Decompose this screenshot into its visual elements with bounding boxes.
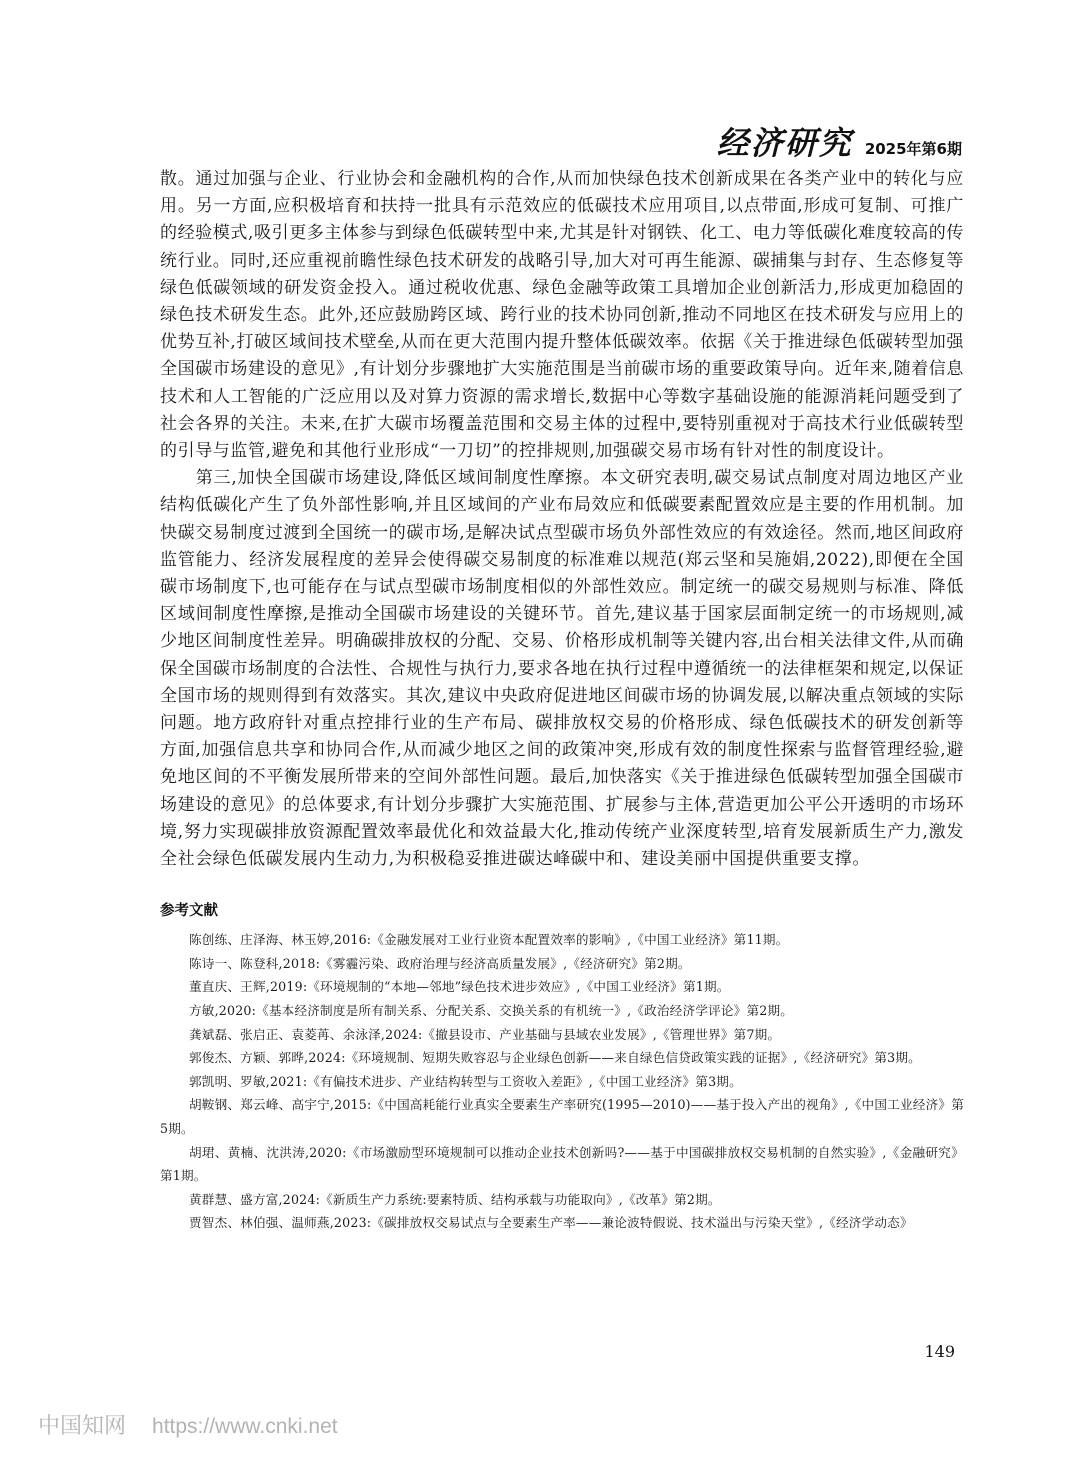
reference-item: 龚斌磊、张启正、袁菱苒、余泳泽,2024:《撤县设市、产业基础与县域农业发展》,《管理世界》第7期。 (189, 1026, 781, 1042)
body-paragraph-2: 第三,加快全国碳市场建设,降低区域间制度性摩擦。本文研究表明,碳交易试点制度对周边地区产业结构低碳化产生了负外部性影响,并且区域间的产业布局效应和低碳要素配置效应是主要的作用机制。加快碳交易制度过渡到全国统一的碳市场,是解决试点型碳市场负外部性效应的有效途径。然而,地区间政府监管能力、经济发展程度的差异会使得碳交易制度的标准难以规范(郑云坚和吴施娟,2022),即便在全国碳市场制度下,也可能存在与试点型碳市场制度相似的外部性效应。制定统一的碳交易规则与标准、降低区域间制度性摩擦,是推动全国碳市场建设的关键环节。首先,建议基于国家层面制定统一的市场规则,减少地区间制度性差异。明确碳排放权的分配、交易、价格形成机制等关键内容,出台相关法律文件,从而确保全国碳市场制度的合法性、合规性与执行力,要求各地在执行过程中遵循统一的法律框架和规定,以保证全国市场的规则得到有效落实。其次,建议中央政府促进地区间碳市场的协调发展,以解决重点领域的实际问题。地方政府针对重点控排行业的生产布局、碳排放权交易的价格形成、绿色低碳技术的研发创新等方面,加强信息共享和协同合作,从而减少地区之间的政策冲突,形成有效的制度性探索与监督管理经验,避免地区间的不平衡发展所带来的空间外部性问题。最后,加快落实《关于推进绿色低碳转型加强全国碳市场建设的意见》的总体要求,有计划分步骤扩大实施范围、扩展参与主体,营造更加公平公开透明的市场环境,努力实现碳排放资源配置效率最优化和效益最大化,推动传统产业深度转型,培育发展新质生产力,激发全社会绿色低碳发展内生动力,为积极稳妥推进碳达峰碳中和、建设美丽中国提供重要支撑。 (160, 468, 965, 870)
reference-item: 胡珺、黄楠、沈洪涛,2020:《市场激励型环境规制可以推动企业技术创新吗?——基于中国碳排放权交易机制的自然实验》,《金融研究》第1期。 (160, 1144, 964, 1184)
references-heading: 参考文献 (160, 903, 218, 920)
references-list (160, 928, 964, 1235)
reference-item: 陈诗一、陈登科,2018:《雾霾污染、政府治理与经济高质量发展》,《经济研究》第2期。 (189, 955, 691, 971)
running-header (717, 118, 962, 164)
watermark-name: 中国知网 (38, 1414, 127, 1439)
cnki-watermark (38, 1409, 338, 1440)
reference-item: 陈创练、庄泽海、林玉婷,2016:《金融发展对工业行业资本配置效率的影响》,《中国工业经济》第11期。 (189, 932, 789, 948)
page-number: 149 (924, 1342, 955, 1361)
reference-item: 胡鞍钢、郑云峰、高宇宁,2015:《中国高耗能行业真实全要素生产率研究(1995—2010)——基于投入产出的视角》,《中国工业经济》第5期。 (160, 1097, 964, 1137)
reference-item: 郭俊杰、方颖、郭晔,2024:《环境规制、短期失败容忍与企业绿色创新——来自绿色信贷政策实践的证据》,《经济研究》第3期。 (189, 1050, 921, 1066)
reference-item: 方敏,2020:《基本经济制度是所有制关系、分配关系、交换关系的有机统一》,《政治经济学评论》第2期。 (189, 1003, 794, 1019)
article-body (160, 166, 964, 1235)
issue-info: 2025年第6期 (864, 140, 962, 158)
body-paragraph-1: 散。通过加强与企业、行业协会和金融机构的合作,从而加快绿色技术创新成果在各类产业中的转化与应用。另一方面,应积极培育和扶持一批具有示范效应的低碳技术应用项目,以点带面,形成可复制、可推广的经验模式,吸引更多主体参与到绿色低碳转型中来,尤其是针对钢铁、化工、电力等低碳化难度较高的传统行业。同时,还应重视前瞻性绿色技术研发的战略引导,加大对可再生能源、碳捕集与封存、生态修复等绿色低碳领域的研发资金投入。通过税收优惠、绿色金融等政策工具增加企业创新活力,形成更加稳固的绿色技术研发生态。此外,还应鼓励跨区域、跨行业的技术协同创新,推动不同地区在技术研发与应用上的优势互补,打破区域间技术壁垒,从而在更大范围内提升整体低碳效率。依据《关于推进绿色低碳转型加强全国碳市场建设的意见》,有计划分步骤地扩大实施范围是当前碳市场的重要政策导向。近年来,随着信息技术和人工智能的广泛应用以及对算力资源的需求增长,数据中心等数字基础设施的能源消耗问题受到了社会各界的关注。未来,在扩大碳市场覆盖范围和交易主体的过程中,要特别重视对于高技术行业低碳转型的引导与监管,避免和其他行业形成“一刀切”的控排规则,加强碳交易市场有针对性的制度设计。 (160, 169, 965, 462)
journal-logo: 经济研究 (716, 124, 853, 162)
reference-item: 黄群慧、盛方富,2024:《新质生产力系统:要素特质、结构承载与功能取向》,《改革》第2期。 (189, 1191, 721, 1207)
reference-item: 贾智杰、林伯强、温师燕,2023:《碳排放权交易试点与全要素生产率——兼论波特假说、技术溢出与污染天堂》,《经济学动态》 (189, 1215, 913, 1231)
reference-item: 董直庆、王辉,2019:《环境规制的“本地—邻地”绿色技术进步效应》,《中国工业经济》第1期。 (189, 979, 730, 995)
watermark-url: https://www.cnki.net (152, 1415, 338, 1438)
reference-item: 郭凯明、罗敏,2021:《有偏技术进步、产业结构转型与工资收入差距》,《中国工业经济》第3期。 (189, 1073, 742, 1089)
